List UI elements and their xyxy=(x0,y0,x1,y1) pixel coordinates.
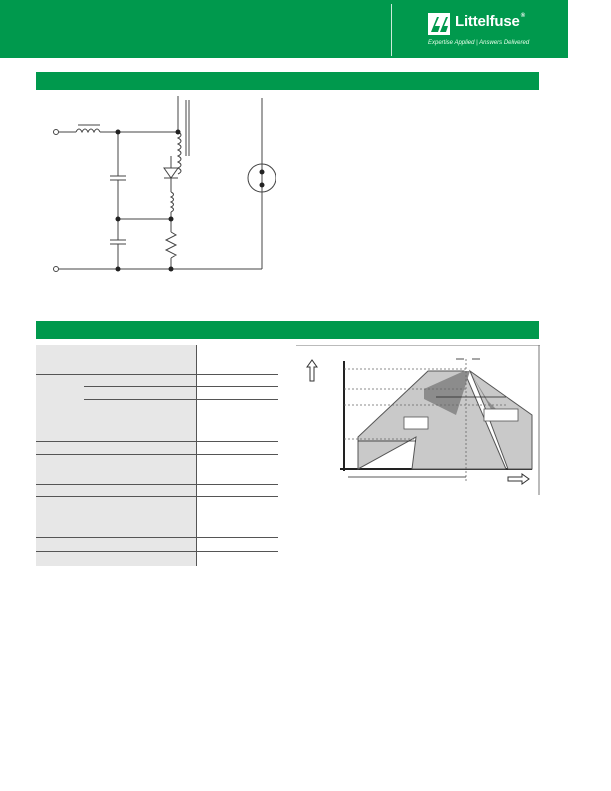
table-row-line xyxy=(36,441,278,442)
littelfuse-logo-icon xyxy=(428,13,450,35)
table-row-line xyxy=(84,386,278,387)
table-row-line xyxy=(36,496,278,497)
spec-table xyxy=(36,345,278,566)
resistor-symbol xyxy=(166,232,176,258)
soldering-profile-figure xyxy=(296,345,540,495)
table-row-line xyxy=(36,551,278,552)
table-row-line xyxy=(84,399,278,400)
y-axis-arrow-icon xyxy=(307,360,317,381)
brand-name xyxy=(455,13,525,30)
small-inductor-symbol xyxy=(171,192,174,212)
table-row-line xyxy=(36,374,278,375)
sidac-symbol xyxy=(164,168,178,178)
input-terminal-top xyxy=(54,130,59,135)
section-bar-circuit xyxy=(36,72,539,90)
label-box-left xyxy=(404,417,428,429)
spec-table-divider xyxy=(196,345,197,566)
brand-name-text: Littelfuse xyxy=(455,13,520,30)
brand-registered-mark: ® xyxy=(520,13,525,19)
header-divider xyxy=(391,4,392,56)
section-bar-specs xyxy=(36,321,539,339)
table-row-line xyxy=(36,484,278,485)
circuit-schematic xyxy=(36,92,276,282)
label-box-right xyxy=(484,409,518,421)
inductor-symbol xyxy=(76,129,100,132)
input-terminal-bottom xyxy=(54,267,59,272)
table-row-line xyxy=(36,454,278,455)
spec-table-label-column xyxy=(36,345,196,566)
x-axis-arrow-icon xyxy=(508,474,529,484)
header-band xyxy=(0,0,568,58)
brand-tagline: Expertise Applied | Answers Delivered xyxy=(428,40,530,46)
table-row-line xyxy=(36,537,278,538)
